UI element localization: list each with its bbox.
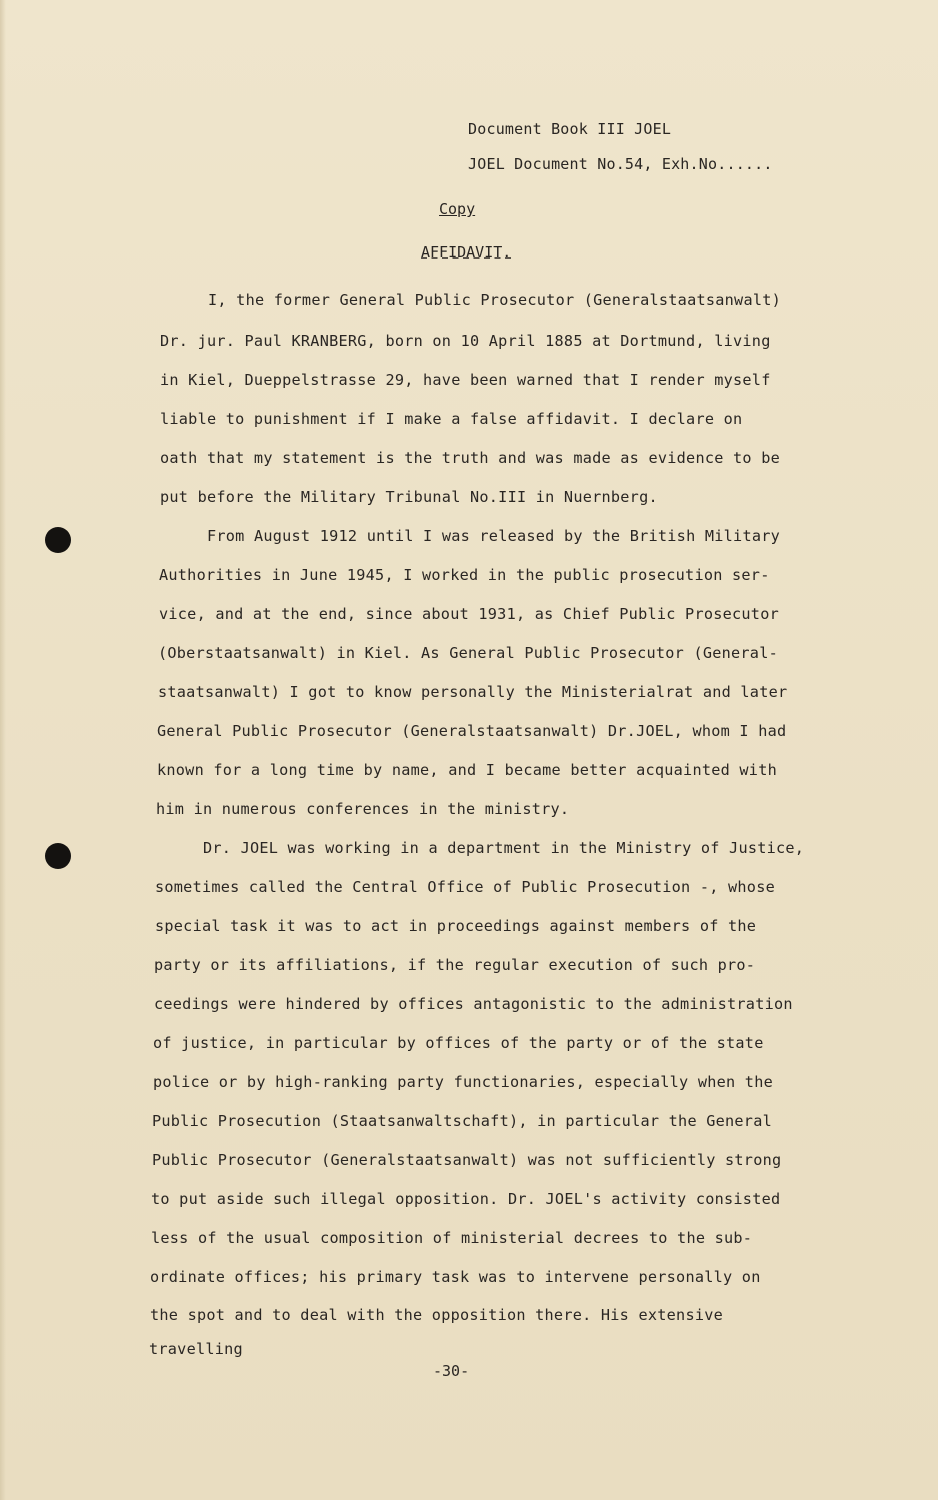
text-line: ordinate offices; his primary task was to intervene personally on (150, 1268, 761, 1286)
affidavit-heading: AFFIDAVIT. (421, 243, 512, 261)
text-line: of justice, in particular by offices of the party or of the state (153, 1034, 764, 1052)
text-line: sometimes called the Central Office of Public Prosecution -, whose (155, 878, 775, 896)
text-line: Dr. jur. Paul KRANBERG, born on 10 April 1885 at Dortmund, living (160, 332, 771, 350)
text-line: less of the usual composition of ministerial decrees to the sub- (151, 1229, 753, 1247)
punch-hole (45, 527, 71, 553)
text-line: Dr. JOEL was working in a department in the Ministry of Justice, (203, 839, 805, 857)
text-line: in Kiel, Dueppelstrasse 29, have been warned that I render myself (160, 371, 771, 389)
text-line: him in numerous conferences in the ministry. (156, 800, 570, 818)
text-line: ceedings were hindered by offices antagonistic to the administration (154, 995, 793, 1013)
document-book-header: Document Book III JOEL (468, 120, 672, 138)
page-number: -30- (433, 1362, 470, 1380)
text-line: travelling (149, 1340, 243, 1358)
text-line: police or by high-ranking party functionaries, especially when the (153, 1073, 773, 1091)
text-line: known for a long time by name, and I became better acquainted with (157, 761, 777, 779)
text-line: vice, and at the end, since about 1931, as Chief Public Prosecutor (159, 605, 779, 623)
text-line: (Oberstaatsanwalt) in Kiel. As General Public Prosecutor (General- (158, 644, 778, 662)
text-line: Public Prosecution (Staatsanwaltschaft), in particular the General (152, 1112, 772, 1130)
page-edge-shadow (0, 0, 6, 1500)
document-number-header: JOEL Document No.54, Exh.No...... (468, 155, 773, 173)
text-line: put before the Military Tribunal No.III in Nuernberg. (160, 488, 658, 506)
copy-heading: Copy (439, 200, 476, 218)
text-line: General Public Prosecutor (Generalstaatsanwalt) Dr.JOEL, whom I had (157, 722, 787, 740)
text-line: to put aside such illegal opposition. Dr. JOEL's activity consisted (151, 1190, 781, 1208)
text-line: I, the former General Public Prosecutor (Generalstaatsanwalt) (208, 291, 782, 309)
text-line: party or its affiliations, if the regular execution of such pro- (154, 956, 756, 974)
text-line: Authorities in June 1945, I worked in the public prosecution ser- (159, 566, 770, 584)
text-line: special task it was to act in proceedings against members of the (155, 917, 757, 935)
punch-hole (45, 843, 71, 869)
text-line: From August 1912 until I was released by the British Military (207, 527, 781, 545)
text-line: the spot and to deal with the opposition there. His extensive (150, 1306, 724, 1324)
text-line: staatsanwalt) I got to know personally the Ministerialrat and later (158, 683, 788, 701)
text-line: liable to punishment if I make a false affidavit. I declare on (160, 410, 743, 428)
text-line: oath that my statement is the truth and was made as evidence to be (160, 449, 780, 467)
text-line: Public Prosecutor (Generalstaatsanwalt) was not sufficiently strong (152, 1151, 782, 1169)
